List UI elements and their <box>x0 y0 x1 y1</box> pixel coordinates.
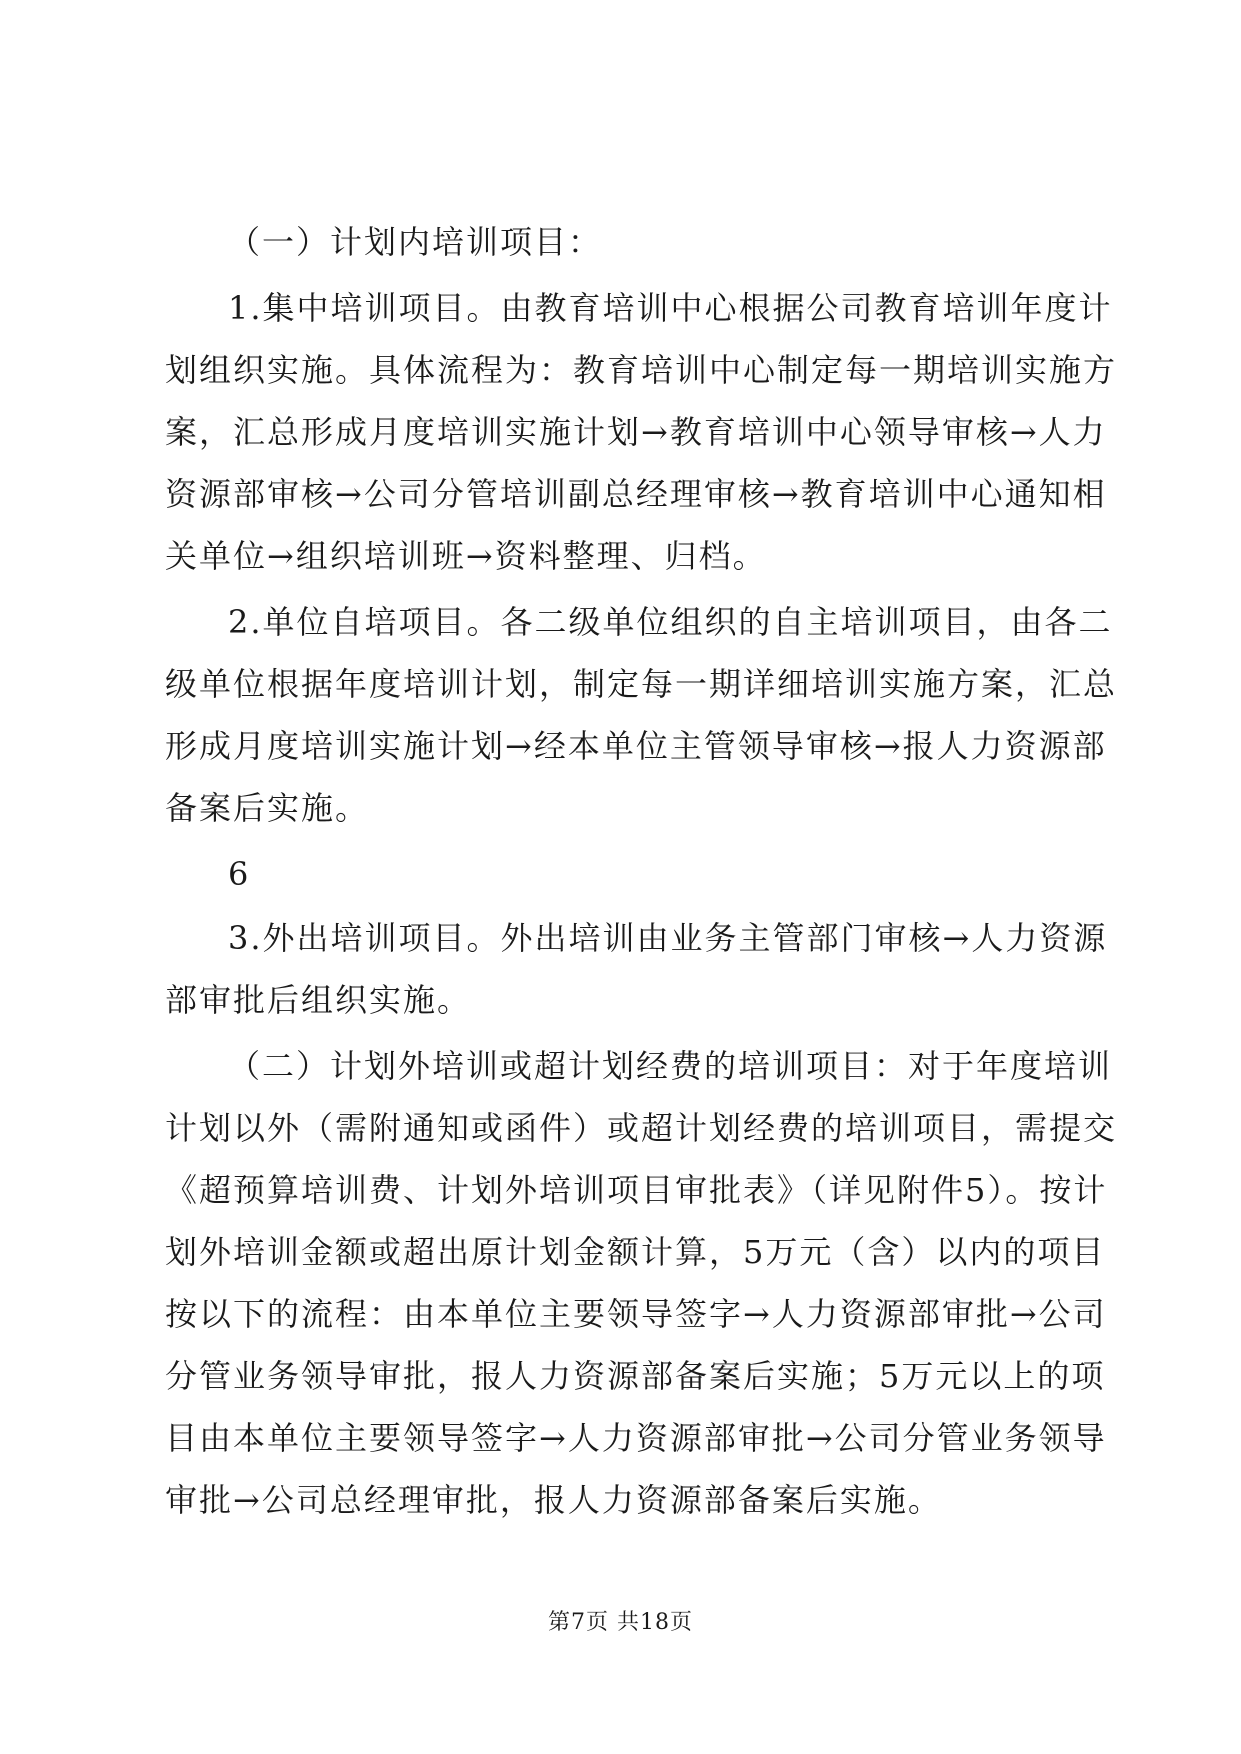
section-heading-unplanned-training: （二）计划外培训或超计划经费的培训项目：对于年度培训 <box>228 1047 1113 1085</box>
paragraph-line: 案，汇总形成月度培训实施计划→教育培训中心领导审核→人力 <box>165 413 1107 451</box>
paragraph-line: 1.集中培训项目。由教育培训中心根据公司教育培训年度计 <box>228 289 1113 327</box>
paragraph-line: 《超预算培训费、计划外培训项目审批表》（详见附件5）。按计 <box>165 1171 1108 1209</box>
section-heading-planned-training: （一）计划内培训项目： <box>228 223 603 261</box>
paragraph-line: 审批→公司总经理审批，报人力资源部备案后实施。 <box>165 1481 942 1519</box>
paragraph-line: 形成月度培训实施计划→经本单位主管领导审核→报人力资源部 <box>165 727 1107 765</box>
paragraph-line: 备案后实施。 <box>165 789 370 827</box>
paragraph-line: 部审批后组织实施。 <box>165 981 472 1019</box>
paragraph-line: 划组织实施。具体流程为：教育培训中心制定每一期培训实施方 <box>165 351 1118 389</box>
paragraph-line: 分管业务领导审批，报人力资源部备案后实施；5万元以上的项 <box>165 1357 1106 1395</box>
paragraph-line: 计划以外（需附通知或函件）或超计划经费的培训项目，需提交 <box>165 1109 1118 1147</box>
paragraph-line: 关单位→组织培训班→资料整理、归档。 <box>165 537 767 575</box>
paragraph-line: 划外培训金额或超出原计划金额计算，5万元（含）以内的项目 <box>165 1233 1106 1271</box>
paragraph-line: 2.单位自培项目。各二级单位组织的自主培训项目，由各二 <box>228 603 1113 641</box>
paragraph-line: 级单位根据年度培训计划，制定每一期详细培训实施方案，汇总 <box>165 665 1118 703</box>
paragraph-line: 资源部审核→公司分管培训副总经理审核→教育培训中心通知相 <box>165 475 1107 513</box>
inline-page-number: 6 <box>228 855 251 893</box>
paragraph-line: 按以下的流程：由本单位主要领导签字→人力资源部审批→公司 <box>165 1295 1107 1333</box>
paragraph-line: 目由本单位主要领导签字→人力资源部审批→公司分管业务领导 <box>165 1419 1107 1457</box>
page-footer: 第7页 共18页 <box>548 1610 693 1635</box>
paragraph-line: 3.外出培训项目。外出培训由业务主管部门审核→人力资源 <box>228 919 1108 957</box>
